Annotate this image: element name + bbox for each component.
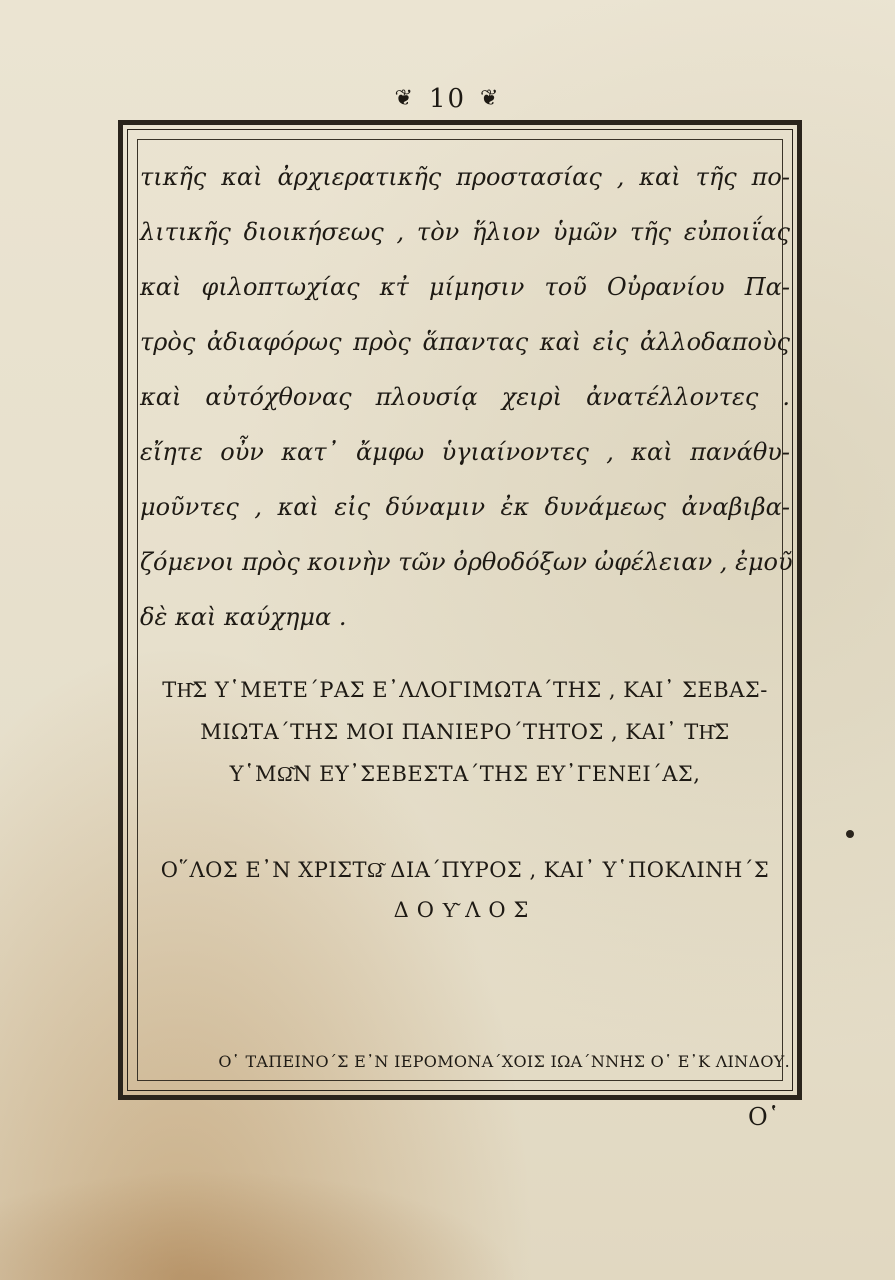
body-paragraph [140, 150, 793, 645]
fleuron-left-icon: ❦ [394, 86, 415, 111]
text-line: λιτικῆς διοικήσεως , τὸν ἥλιον ὑμῶν τῆς εὐποιΐας [140, 218, 790, 246]
closing-line-3: Υ῾ΜΩ͂Ν ΕΥ᾿ΣΕΒΕΣΤΑ΄ΤΗΣ ΕΥ᾿ΓΕΝΕΙ΄ΑΣ, [229, 762, 701, 786]
text-line: δὲ καὶ καύχημα . [140, 603, 347, 631]
signature-line: Ο῾ ΤΑΠΕΙΝΟ΄Σ Ε᾿Ν ΙΕΡΟΜΟΝΑ΄ΧΟΙΣ ΙΩΑ΄ΝΝΗΣ Ο῾ Ε᾿Κ ΛΙΝΔΟΥ. [218, 1052, 790, 1071]
text-line: ζόμενοι πρὸς κοινὴν τῶν ὀρθοδόξων ὠφέλειαν , ἐμοῦ [140, 548, 793, 576]
closing-line-2: ΜΙΩΤΑ΄ΤΗΣ ΜΟΙ ΠΑΝΙΕΡΟ΄ΤΗΤΟΣ , ΚΑΙ᾿ ΤΗ͂Σ [200, 720, 730, 744]
page-header [0, 84, 895, 114]
text-line: καὶ αὐτόχθονας πλουσίᾳ χειρὶ ἀνατέλλοντες . [140, 383, 790, 411]
paper-stain [0, 1170, 520, 1280]
closing-line-5: ΔΟΥ͂ΛΟΣ [393, 898, 537, 922]
text-line: τρὸς ἀδιαφόρως πρὸς ἅπαντας καὶ εἰς ἀλλοδαποὺς [140, 328, 790, 356]
catchword: Ο῾ [748, 1103, 780, 1131]
fleuron-right-icon: ❦ [480, 86, 501, 111]
page-number: 10 [428, 84, 467, 114]
closing-line-1: ΤΗ͂Σ Υ῾ΜΕΤΕ΄ΡΑΣ Ε᾿ΛΛΟΓΙΜΩΤΑ΄ΤΗΣ , ΚΑΙ᾿ ΣΕΒΑΣ- [162, 678, 768, 702]
text-line: τικῆς καὶ ἀρχιερατικῆς προστασίας , καὶ τῆς πο- [140, 163, 790, 191]
text-line: καὶ φιλοπτωχίας κτ̓ μίμησιν τοῦ Οὐρανίου Πα- [140, 273, 790, 301]
ink-spot [846, 830, 854, 838]
closing-line-4: Ο῞ΛΟΣ Ε᾿Ν ΧΡΙΣΤΩ͂ ΔΙΑ΄ΠΥΡΟΣ , ΚΑΙ᾿ Υ῾ΠΟΚΛΙΝΗ΄Σ [160, 858, 770, 882]
text-line: μοῦντες , καὶ εἰς δύναμιν ἐκ δυνάμεως ἀναβιβα- [140, 493, 790, 521]
text-line: εἴητε οὖν κατ᾽ ἄμφω ὑγιαίνοντες , καὶ πανάθυ- [140, 438, 790, 466]
